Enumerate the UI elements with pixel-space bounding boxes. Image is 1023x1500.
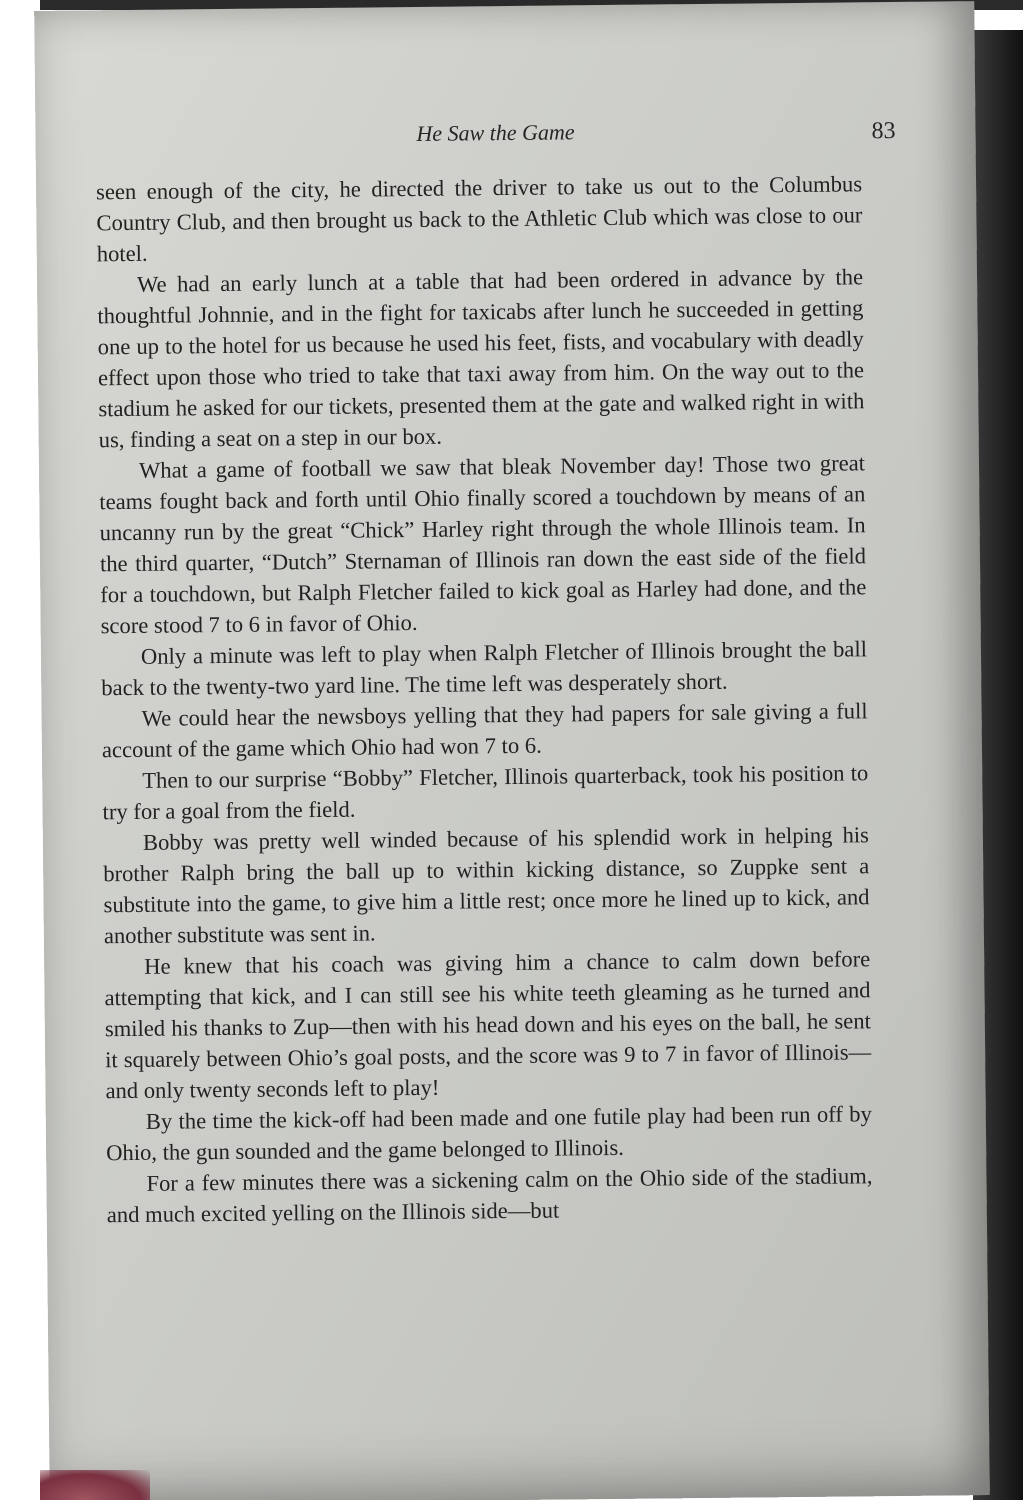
finger-shadow — [40, 1470, 150, 1500]
book-page — [34, 1, 990, 1500]
paragraph: By the time the kick-off had been made and one futile play had been run off by Ohio, the gun sounded and the game belonged to Illinois. — [106, 1101, 872, 1166]
page-header — [95, 110, 895, 158]
paragraph: Bobby was pretty well winded because of his splendid work in helping his brother Ralph bring the ball up to within kicking distance, so Zuppke sent a substitute into the game, to give him a little rest; once more he lined up to kick, and another substitute was sent in. — [103, 822, 870, 949]
page-number: 83 — [871, 117, 896, 145]
running-title: He Saw the Game — [416, 119, 575, 146]
paragraph: He knew that his coach was giving him a chance to calm down before attempting that kick, and I can still see his white teeth gleaming as he turned and smiled his thanks to Zup—then with his head down and his eyes on the ball, he sent it squarely between Ohio’s goal posts, and the score was 9 to 7 in favor of Illinois—and only twenty seconds left to play! — [104, 946, 872, 1104]
paragraph: For a few minutes there was a sickening calm on the Ohio side of the stadium, and much excited yelling on the Illinois side—but — [106, 1163, 873, 1228]
paragraph: We had an early lunch at a table that had been ordered in advance by the thoughtful Johnnie, and in the fight for taxicabs after lunch he succeeded in getting one up to the hotel for us because he used his feet, fists, and vocabulary with deadly effect upon those who tried to take that taxi away from him. On the way out to the stadium he asked for our tickets, presented them at the gate and walked right in with us, finding a seat on a step in our box. — [97, 264, 865, 453]
paragraph: Then to our surprise “Bobby” Fletcher, Illinois quarterback, took his position to try for a goal from the field. — [102, 760, 869, 825]
paragraph: We could hear the newsboys yelling that they had papers for sale giving a full account of the game which Ohio had won 7 to 6. — [101, 698, 868, 763]
paragraph: Only a minute was left to play when Ralph Fletcher of Illinois brought the ball back to the twenty-two yard line. The time left was desperately short. — [101, 636, 868, 701]
paragraph: seen enough of the city, he directed the driver to take us out to the Columbus Country Club, and then brought us back to the Athletic Club which was close to our hotel. — [95, 171, 863, 267]
paragraph: What a game of football we saw that bleak November day! Those two great teams fought back and forth until Ohio finally scored a touchdown by means of an uncanny run by the great “Chick” Harley right through the whole Illinois team. In the third quarter, “Dutch” Sternaman of Illinois ran down the east side of the field for a touchdown, but Ralph Fletcher failed to kick goal as Harley had done, and the score stood 7 to 6 in favor of Ohio. — [99, 450, 867, 639]
body-text — [96, 168, 873, 1230]
